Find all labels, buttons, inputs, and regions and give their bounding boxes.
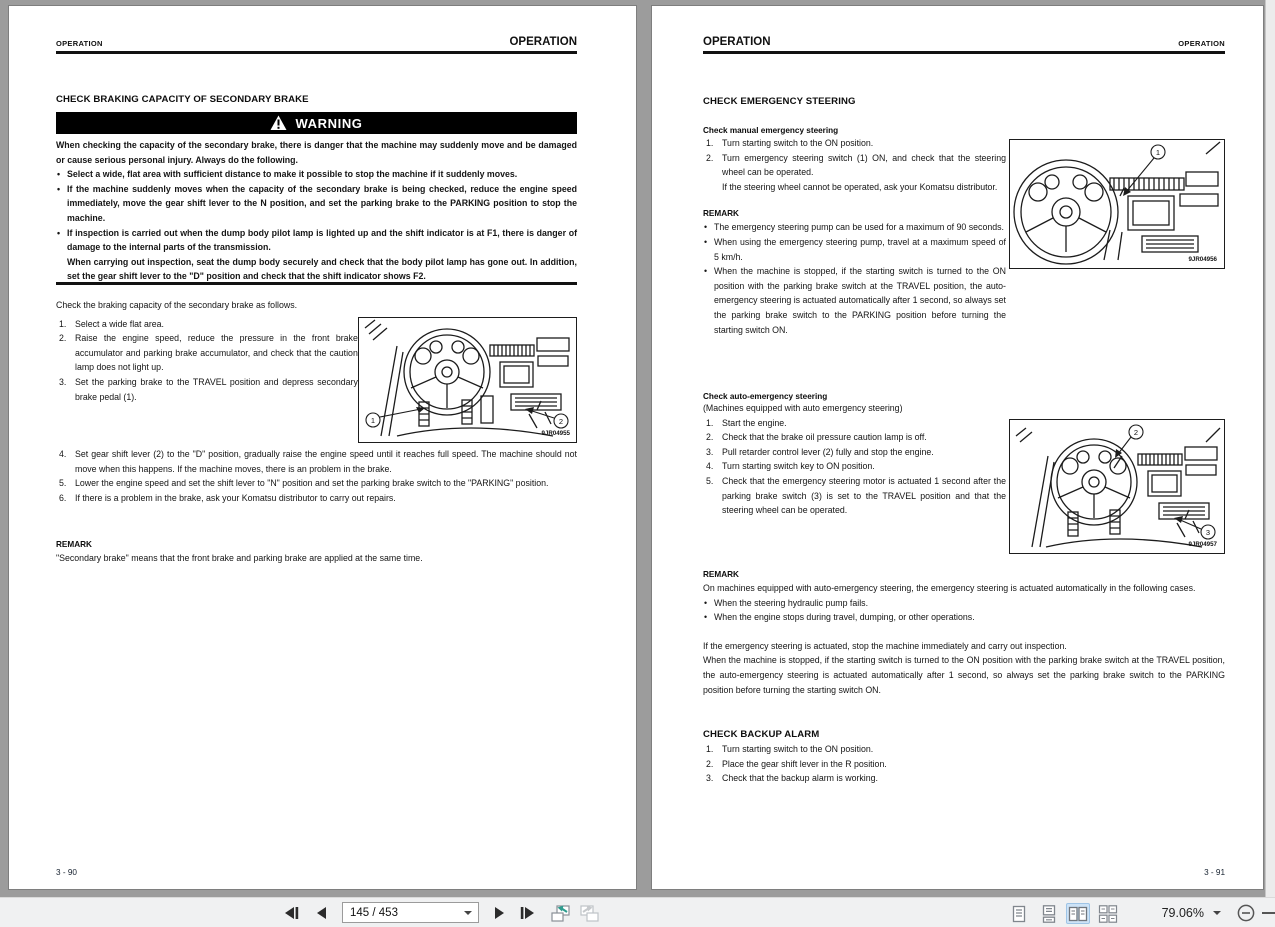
- two-page-continuous-icon: [1098, 905, 1118, 923]
- last-page-icon: [519, 906, 536, 920]
- page-number: 3 - 90: [56, 868, 77, 877]
- running-head-left: OPERATION: [703, 36, 771, 48]
- step-text: Select a wide flat area.: [75, 318, 164, 329]
- next-page-icon: [493, 906, 505, 920]
- single-page-icon: [1010, 905, 1028, 923]
- first-page-icon: [283, 906, 300, 920]
- running-head-right: OPERATION: [1178, 39, 1225, 48]
- footer: [56, 862, 577, 880]
- warning-intro: When checking the capacity of the secondary brake, there is danger that the machine may suddenly move and be damaged or cause serious personal injury. Always do the following.: [56, 140, 577, 165]
- step-item: [56, 447, 577, 476]
- remark-bullet: • The emergency steering pump can be used for a maximum of 90 seconds.: [703, 220, 1006, 235]
- step-text: Check that the brake oil pressure caution lamp is off.: [722, 432, 927, 443]
- remark-label: REMARK: [56, 540, 92, 549]
- subsection-heading: Check auto-emergency steering: [703, 392, 828, 401]
- section-title-block: [56, 94, 577, 105]
- previous-page-icon: [316, 906, 328, 920]
- figure-code: 9JR04955: [541, 429, 570, 437]
- step-number: 2.: [706, 758, 714, 769]
- remark-bullet: • When the engine stops during travel, dumping, or other operations.: [703, 610, 1225, 625]
- procedure-block: [56, 282, 577, 443]
- step-number: 4.: [706, 461, 714, 472]
- step-number: 6.: [59, 492, 67, 503]
- remark-bullet: • When the steering hydraulic pump fails.: [703, 596, 1225, 611]
- paragraph: When the machine is stopped, if the starting switch is turned to the ON position with the parking brake switch at the TRAVEL position, the auto-emergency steering is actuated automatically after 1 second, so always set the parking brake switch to the PARKING position before turning the starting switch ON.: [703, 655, 1225, 695]
- remark-bullet: • When the machine is stopped, if the starting switch is turned to the ON position with the parking brake switch at the TRAVEL position, the auto-emergency steering is actuated automatically after 1 second, so always set the parking brake switch to the PARKING position before turning the starting switch ON.: [703, 264, 1006, 337]
- remark-block: [56, 538, 577, 566]
- step-item: [703, 757, 1225, 772]
- step-item: [703, 416, 1006, 431]
- right-page-header: [703, 36, 1225, 54]
- dashboard-illustration: [1010, 420, 1222, 551]
- warning-note: When carrying out inspection, seat the dump body securely and check that the body pilot lamp has gone out. In addition, set the gear shift lever to the "D" position and check that the shift indicator shows F2.: [67, 256, 577, 282]
- step-item: [56, 476, 577, 491]
- zoom-level-label[interactable]: 79.06%: [1161, 906, 1204, 920]
- step-number: 5.: [59, 478, 67, 489]
- previous-page-button[interactable]: [312, 904, 332, 922]
- bottom-toolbar: [0, 897, 1275, 927]
- view-mode-continuous-button[interactable]: [1037, 903, 1061, 924]
- figure-dashboard-9JR04957: [1009, 419, 1225, 554]
- warning-bullet: • If inspection is carried out when the dump body pilot lamp is lighted up and the shift indicator is at F1, there is danger of damage to the internal parts of the transmission.: [56, 226, 577, 255]
- separator-rule: [56, 282, 577, 285]
- view-mode-single-page-button[interactable]: [1007, 903, 1031, 924]
- step-text: Turn starting switch to the ON position.: [722, 744, 874, 754]
- two-page-facing-icon: [1068, 905, 1088, 923]
- next-page-button[interactable]: [489, 904, 509, 922]
- footer: [703, 862, 1225, 880]
- backup-alarm-section: [703, 729, 1225, 786]
- document-page-left: [8, 5, 637, 890]
- running-head-left: OPERATION: [56, 39, 103, 48]
- header-rule: [703, 51, 1225, 54]
- step-number: 1.: [706, 744, 714, 754]
- vertical-scrollbar[interactable]: [1265, 0, 1275, 897]
- figure-dashboard-9JR04955: [358, 317, 577, 443]
- figure-code: 9JR04956: [1188, 256, 1217, 263]
- zoom-slider-track[interactable]: [1262, 912, 1275, 914]
- warning-label: WARNING: [295, 115, 363, 131]
- remark-label: REMARK: [703, 209, 739, 219]
- step-text: Set gear shift lever (2) to the "D" position, gradually raise the engine speed until it reaches full speed. The machine should not move when this happens. If the machine moves, there is an problem in the brake.: [75, 449, 577, 474]
- callout-number: 3: [1205, 527, 1211, 537]
- paragraph: If the emergency steering is actuated, stop the machine immediately and carry out inspection.: [703, 640, 1067, 651]
- manual-steering-section: [703, 126, 1225, 337]
- step-item: [703, 459, 1006, 474]
- step-text: Start the engine.: [722, 417, 787, 428]
- step-continuation: If the steering wheel cannot be operated, ask your Komatsu distributor.: [722, 181, 998, 192]
- step-text: Check that the backup alarm is working.: [722, 773, 878, 784]
- dashboard-illustration: [359, 318, 575, 440]
- step-text: Lower the engine speed and set the shift lever to "N" position and set the parking brake switch to the "PARKING" position.: [75, 478, 549, 489]
- step-number: 2.: [59, 333, 67, 344]
- step-text: Turn starting switch key to ON position.: [722, 461, 875, 472]
- zoom-out-button[interactable]: [1236, 904, 1256, 922]
- running-head-right: OPERATION: [509, 36, 577, 48]
- step-number: 1.: [59, 318, 67, 329]
- step-number: 3.: [59, 376, 67, 387]
- step-item: [56, 375, 358, 404]
- step-item: [703, 445, 1006, 460]
- figure-dashboard-9JR04956: [1009, 139, 1225, 269]
- dashboard-illustration: [1010, 140, 1222, 266]
- warning-triangle-icon: [270, 115, 287, 131]
- subsection-heading: Check manual emergency steering: [703, 126, 839, 135]
- last-page-button[interactable]: [517, 904, 537, 922]
- auto-steering-text: [703, 416, 1006, 518]
- auto-steering-section: [703, 392, 1225, 554]
- remark-block-2: [703, 568, 1225, 697]
- step-item: [703, 474, 1006, 518]
- step-text: Set the parking brake to the TRAVEL position and depress secondary brake pedal (1).: [75, 376, 358, 402]
- next-view-button[interactable]: [578, 904, 602, 922]
- step-text: Pull retarder control lever (2) fully and stop the engine.: [722, 446, 934, 457]
- first-page-button[interactable]: [281, 904, 301, 922]
- step-item: [56, 317, 358, 332]
- step-text: Place the gear shift lever in the R position.: [722, 758, 887, 769]
- steps-4-6: [56, 447, 577, 505]
- section-title: CHECK BACKUP ALARM: [703, 729, 820, 740]
- page-number: 3 - 91: [1204, 868, 1225, 877]
- callout-number: 1: [1155, 148, 1161, 157]
- zoom-dropdown-caret-icon[interactable]: [1213, 911, 1221, 915]
- step-number: 5.: [706, 475, 714, 486]
- warning-banner: [56, 112, 577, 134]
- view-mode-two-page-continuous-button[interactable]: [1096, 903, 1120, 924]
- step-item: [56, 331, 358, 375]
- previous-view-icon: [549, 903, 571, 923]
- continuous-pages-icon: [1040, 905, 1058, 923]
- section-title-block: [703, 96, 1225, 107]
- section-title: CHECK BRAKING CAPACITY OF SECONDARY BRAKE: [56, 94, 309, 105]
- step-text: Turn starting switch to the ON position.: [722, 138, 874, 148]
- step-text: Check that the emergency steering motor is actuated 1 second after the parking brake switch (3) is set to the TRAVEL position and that the steering wheel can be operated.: [722, 475, 1006, 516]
- remark-bullet: • When using the emergency steering pump, travel at a maximum speed of 5 km/h.: [703, 235, 1006, 264]
- step-number: 3.: [706, 446, 714, 457]
- subsection-note: (Machines equipped with auto emergency steering): [703, 403, 903, 413]
- page-number-input[interactable]: [343, 904, 458, 921]
- view-mode-two-page-button[interactable]: [1066, 903, 1090, 924]
- next-view-icon: [579, 903, 601, 923]
- step-item: [703, 430, 1006, 445]
- warning-bullet: • If the machine suddenly moves when the capacity of the secondary brake is being checked, reduce the engine speed immediately, move the gear shift lever to the N position, and set the parking brake to the PARKING position to stop the machine.: [56, 182, 577, 226]
- step-text: Turn emergency steering switch (1) ON, and check that the steering wheel can be operated.: [722, 152, 1006, 178]
- section-title: CHECK EMERGENCY STEERING: [703, 96, 856, 107]
- remark-label: REMARK: [703, 570, 739, 579]
- page-dropdown-caret-icon[interactable]: [464, 911, 472, 915]
- callout-number: 2: [1133, 427, 1139, 437]
- header-rule: [56, 51, 577, 54]
- remark-block: [703, 207, 1006, 337]
- callout-number: 1: [370, 415, 375, 425]
- step-item: [703, 151, 1006, 195]
- document-page-right: [651, 5, 1264, 890]
- step-item: [703, 742, 1225, 757]
- step-text: Raise the engine speed, reduce the pressure in the front brake accumulator and parking brake accumulator, and check that the caution lamp does not light up.: [75, 333, 358, 373]
- warning-block: [56, 112, 577, 284]
- step-item: [703, 136, 1006, 151]
- step-item: [56, 491, 577, 506]
- previous-view-button[interactable]: [548, 904, 572, 922]
- step-number: 1.: [706, 417, 714, 428]
- step-number: 2.: [706, 432, 714, 443]
- step-text: If there is a problem in the brake, ask your Komatsu distributor to carry out repairs.: [75, 492, 396, 503]
- figure-code: 9JR04957: [1188, 540, 1217, 548]
- left-page-header: [56, 36, 577, 54]
- callout-number: 2: [558, 416, 563, 426]
- page-number-field: [342, 902, 479, 923]
- step-number: 2.: [706, 152, 714, 163]
- circle-minus-icon: [1237, 904, 1255, 922]
- manual-steering-text: [703, 136, 1006, 337]
- procedure-intro: Check the braking capacity of the secondary brake as follows.: [56, 300, 298, 310]
- remark-text: "Secondary brake" means that the front brake and parking brake are applied at the same time.: [56, 553, 423, 563]
- warning-bullet: • Select a wide, flat area with sufficient distance to make it possible to stop the machine if it suddenly moves.: [56, 167, 577, 182]
- remark-text: On machines equipped with auto-emergency steering, the emergency steering is actuated automatically in the following cases.: [703, 583, 1196, 593]
- step-number: 3.: [706, 773, 714, 784]
- step-number: 1.: [706, 138, 714, 148]
- step-number: 4.: [59, 449, 67, 459]
- steps-1-3: [56, 317, 358, 405]
- step-item: [703, 771, 1225, 786]
